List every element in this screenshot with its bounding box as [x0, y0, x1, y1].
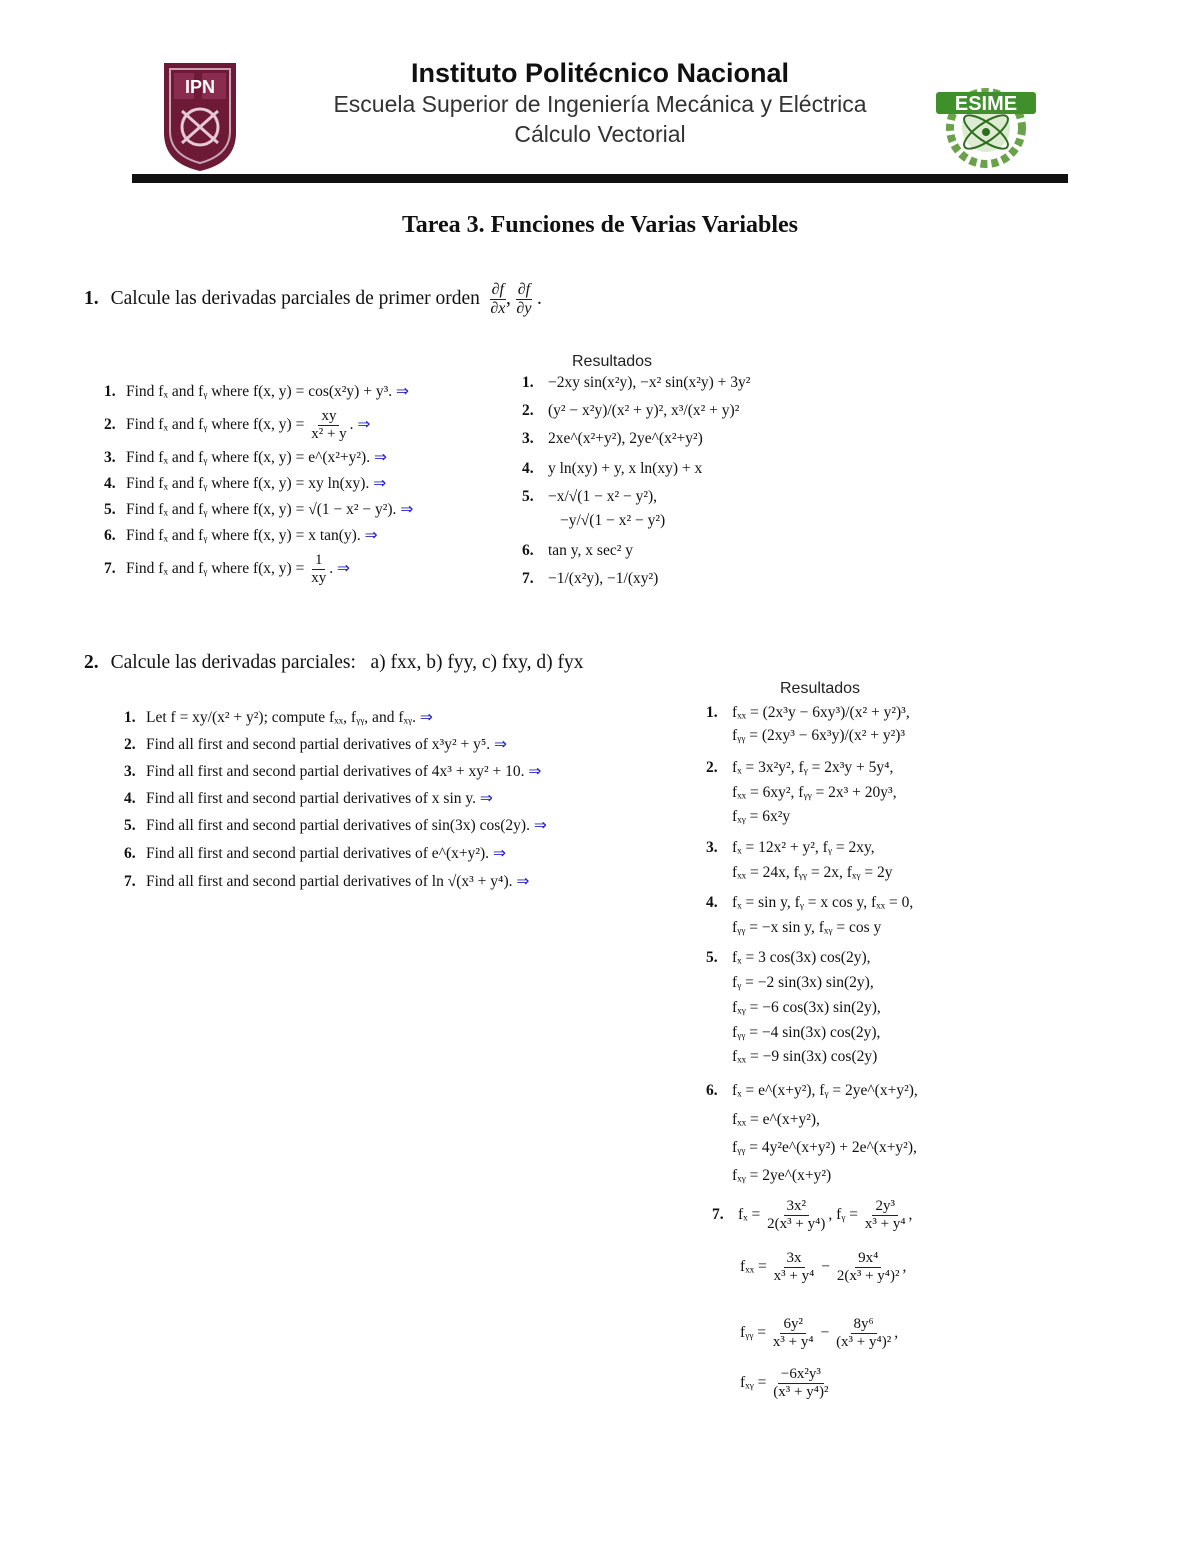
answer-2-7-fyy: fᵧᵧ = $\frac{\text{6y²}}{\text{x³ + y⁴}}$ − $\frac{\text{8y⁶}}{\text{(x³ + y⁴)²}}$ , [740, 1316, 899, 1350]
answer-2-4b: fᵧᵧ = −x sin y, fₓᵧ = cos y [732, 919, 882, 936]
exercise-2-6: 6. Find all first and second partial derivatives of e^(x+y²). ⇒ [124, 845, 506, 862]
partial-f-y: $\frac{\partial f}{\partial y}$ [516, 281, 532, 317]
question-2 [84, 652, 584, 674]
answer-1-4: 4. y ln(xy) + y, x ln(xy) + x [522, 460, 703, 477]
answer-2-3: 3. fₓ = 12x² + y², fᵧ = 2xy, [706, 839, 875, 856]
exercise-2-4: 4. Find all first and second partial derivatives of x sin y. ⇒ [124, 790, 493, 807]
exercise-2-2: 2. Find all first and second partial derivatives of x³y² + y⁵. ⇒ [124, 736, 508, 753]
partial-f-x: $\frac{\partial f}{\partial x}$ [490, 281, 506, 317]
link-arrow[interactable]: ⇒ [400, 501, 414, 518]
question-2-items: a) fxx, b) fyy, c) fxy, d) fyx [370, 652, 584, 673]
exercise-1-3: 3. Find fₓ and fᵧ where f(x, y) = e^(x²+y²). ⇒ [104, 449, 387, 466]
results-heading-1: Resultados [572, 353, 653, 370]
answer-2-7: 7. fₓ = $\frac{\text{3x²}}{\text{2(x³ + y⁴)}}$ , fᵧ = $\frac{\text{2y³}}{\text{x³ + y⁴}}$ , [712, 1198, 913, 1232]
exercise-1-6: 6. Find fₓ and fᵧ where f(x, y) = x tan(y). ⇒ [104, 527, 378, 544]
answer-2-7-fxy: fₓᵧ = $\frac{\text{−6x²y³}}{\text{(x³ + y⁴)²}}$ [740, 1366, 829, 1400]
answer-2-6b: fₓₓ = e^(x+y²), [732, 1111, 820, 1128]
answer-1-5b: −y/√(1 − x² − y²) [560, 512, 666, 529]
question-1-prompt: Calcule las derivadas parciales de primer orden [110, 287, 480, 309]
link-arrow[interactable]: ⇒ [419, 709, 433, 726]
answer-2-7-fxx: fₓₓ = $\frac{3x}{\text{x³ + y⁴}}$ − $\frac{\text{9x⁴}}{\text{2(x³ + y⁴)²}}$ , [740, 1250, 907, 1284]
answer-list-1 [522, 374, 750, 598]
link-arrow[interactable]: ⇒ [373, 449, 387, 466]
answer-1-1: 1. −2xy sin(x²y), −x² sin(x²y) + 3y² [522, 374, 751, 391]
link-arrow[interactable]: ⇒ [528, 763, 542, 780]
link-arrow[interactable]: ⇒ [336, 560, 350, 577]
exercise-1-7: 7. Find fₓ and fᵧ where f(x, y) = $\frac{1}{xy}$ . ⇒ [104, 551, 350, 586]
answer-2-6: 6. fₓ = e^(x+y²), fᵧ = 2ye^(x+y²), [706, 1082, 918, 1099]
header-rule [132, 174, 1068, 183]
exercise-2-7: 7. Find all first and second partial derivatives of ln √(x³ + y⁴). ⇒ [124, 873, 530, 890]
exercise-1-1: 1. Find fₓ and fᵧ where f(x, y) = cos(x²y) + y³. ⇒ [104, 383, 409, 400]
answer-2-1: 1. fₓₓ = (2x³y − 6xy³)/(x² + y²)³, [706, 704, 910, 721]
link-arrow[interactable]: ⇒ [516, 873, 530, 890]
link-arrow[interactable]: ⇒ [373, 475, 387, 492]
link-arrow[interactable]: ⇒ [357, 416, 371, 433]
exercise-1-4: 4. Find fₓ and fᵧ where f(x, y) = xy ln(xy). ⇒ [104, 475, 387, 492]
institution-name: Instituto Politécnico Nacional [410, 58, 790, 88]
answer-2-6d: fₓᵧ = 2ye^(x+y²) [732, 1167, 832, 1184]
answer-2-5d: fᵧᵧ = −4 sin(3x) cos(2y), [732, 1024, 881, 1041]
exercise-1-2: 2. Find fₓ and fᵧ where f(x, y) = $\frac{xy}{\text{x² + y}}$ . ⇒ [104, 407, 371, 442]
answer-1-2: 2. (y² − x²y)/(x² + y)², x³/(x² + y)² [522, 402, 740, 419]
answer-2-5: 5. fₓ = 3 cos(3x) cos(2y), [706, 949, 871, 966]
exercise-2-5: 5. Find all first and second partial derivatives of sin(3x) cos(2y). ⇒ [124, 817, 547, 834]
answer-2-5e: fₓₓ = −9 sin(3x) cos(2y) [732, 1048, 878, 1065]
school-name: Escuela Superior de Ingeniería Mecánica y Eléctrica [333, 91, 867, 117]
course-name: Cálculo Vectorial [514, 121, 686, 147]
question-2-number: 2. [84, 652, 99, 673]
page-title: Tarea 3. Funciones de Varias Variables [401, 212, 799, 238]
link-arrow[interactable]: ⇒ [364, 527, 378, 544]
link-arrow[interactable]: ⇒ [494, 736, 508, 753]
exercise-2-1: 1. Let f = xy/(x² + y²); compute fₓₓ, fᵧᵧ, and fₓᵧ. ⇒ [124, 709, 433, 726]
ipn-logo-text: IPN [184, 77, 216, 97]
link-arrow[interactable]: ⇒ [533, 817, 547, 834]
answer-2-2c: fₓᵧ = 6x²y [732, 808, 791, 825]
answer-2-4: 4. fₓ = sin y, fᵧ = x cos y, fₓₓ = 0, [706, 894, 914, 911]
exercise-list-1 [104, 379, 413, 589]
exercise-1-5: 5. Find fₓ and fᵧ where f(x, y) = √(1 − x² − y²). ⇒ [104, 501, 414, 518]
answer-1-7: 7. −1/(x²y), −1/(xy²) [522, 570, 659, 587]
link-arrow[interactable]: ⇒ [492, 845, 506, 862]
answer-2-5b: fᵧ = −2 sin(3x) sin(2y), [732, 974, 874, 991]
answer-2-3b: fₓₓ = 24x, fᵧᵧ = 2x, fₓᵧ = 2y [732, 864, 893, 881]
answer-1-6: 6. tan y, x sec² y [522, 542, 633, 559]
answer-2-2: 2. fₓ = 3x²y², fᵧ = 2x³y + 5y⁴, [706, 759, 894, 776]
question-1: 1. Calcule las derivadas parciales de primer orden $\frac{\partial f}{\partial x}$ , $\frac{\partial f}{\partial y}$ . [84, 281, 542, 317]
link-arrow[interactable]: ⇒ [479, 790, 493, 807]
answer-2-6c: fᵧᵧ = 4y²e^(x+y²) + 2e^(x+y²), [732, 1139, 917, 1156]
question-2-prompt: Calcule las derivadas parciales: [110, 652, 356, 673]
esime-logo-text: ESIME [954, 93, 1018, 115]
link-arrow[interactable]: ⇒ [395, 383, 409, 400]
answer-2-2b: fₓₓ = 6xy², fᵧᵧ = 2x³ + 20y³, [732, 784, 897, 801]
answer-2-1b: fᵧᵧ = (2xy³ − 6x³y)/(x² + y²)³ [732, 727, 906, 744]
exercise-2-3: 3. Find all first and second partial derivatives of 4x³ + xy² + 10. ⇒ [124, 763, 542, 780]
exercise-list-2 [124, 704, 547, 895]
answer-1-5: 5. −x/√(1 − x² − y²), [522, 488, 658, 505]
results-heading-2: Resultados [780, 680, 861, 697]
answer-1-3: 3. 2xe^(x²+y²), 2ye^(x²+y²) [522, 430, 703, 447]
answer-2-5c: fₓᵧ = −6 cos(3x) sin(2y), [732, 999, 881, 1016]
question-1-number: 1. [84, 287, 99, 309]
esime-logo [934, 76, 1038, 168]
